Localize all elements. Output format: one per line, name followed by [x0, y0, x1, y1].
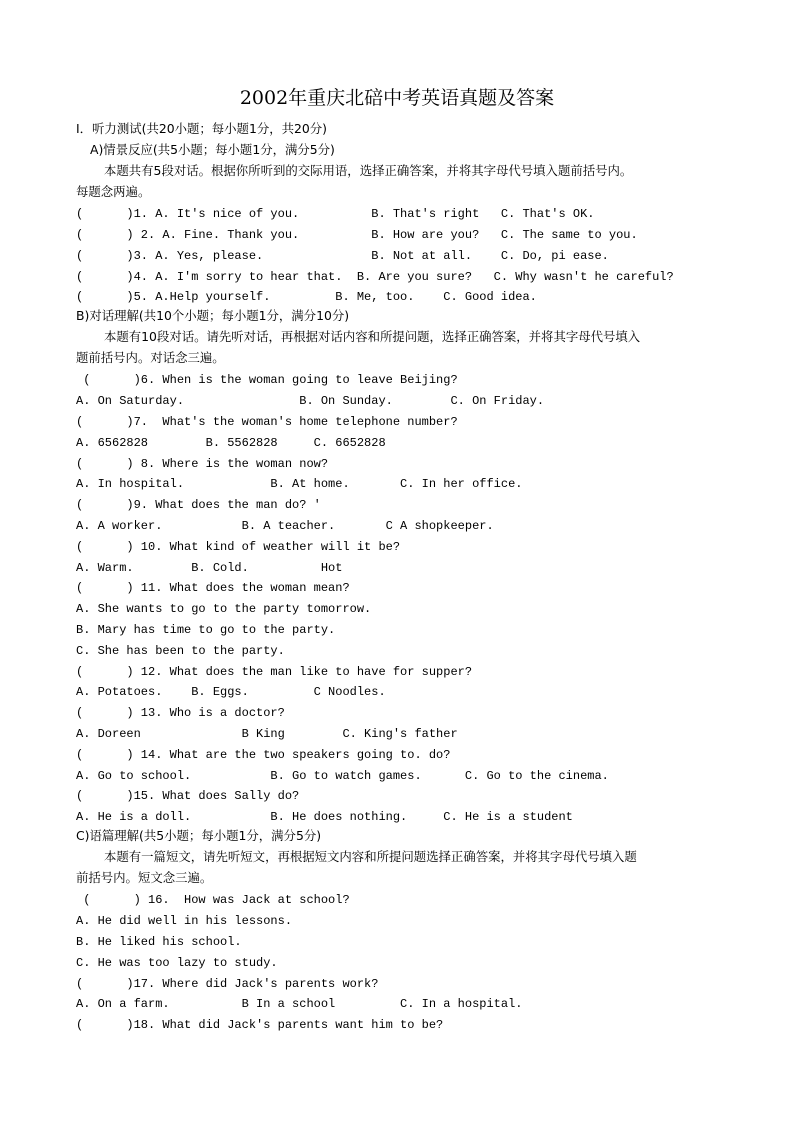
answer-option: B. He liked his school. — [76, 935, 242, 949]
instruction-text: 题前括号内。对话念三遍。 — [76, 350, 225, 365]
answer-options: A. Doreen B King C. King's father — [76, 727, 458, 741]
instruction-text: 本题共有5段对话。根据你所听到的交际用语，选择正确答案，并将其字母代号填入题前括号内。 — [104, 163, 633, 178]
section-heading: I．听力测试(共20小题；每小题1分，共20分) — [76, 121, 327, 136]
answer-options: A. On a farm. B In a school C. In a hospital. — [76, 997, 523, 1011]
answer-options: A. Go to school. B. Go to watch games. C. Go to the cinema. — [76, 769, 609, 783]
instruction-text: 前括号内。短文念三遍。 — [76, 870, 213, 885]
question-line: ( )5. A.Help yourself. B. Me, too. C. Good idea. — [76, 290, 537, 304]
question-line: ( ) 14. What are the two speakers going to. do? — [76, 748, 451, 762]
instruction-text: 本题有一篇短文，请先听短文，再根据短文内容和所提问题选择正确答案，并将其字母代号填入题 — [104, 849, 637, 864]
answer-options: A. Warm. B. Cold. Hot — [76, 561, 343, 575]
question-line: ( ) 10. What kind of weather will it be? — [76, 540, 401, 554]
answer-options: A. On Saturday. B. On Sunday. C. On Friday. — [76, 394, 545, 408]
question-line: ( ) 12. What does the man like to have for supper? — [76, 665, 473, 679]
question-line: ( )15. What does Sally do? — [76, 789, 300, 803]
subsection-heading: B)对话理解(共10个小题；每小题1分，满分10分) — [76, 308, 350, 323]
subsection-heading: C)语篇理解(共5小题；每小题1分，满分5分) — [76, 828, 322, 843]
question-line: ( ) 2. A. Fine. Thank you. B. How are you? C. The same to you. — [76, 228, 638, 242]
question-line: ( )4. A. I'm sorry to hear that. B. Are you sure? C. Why wasn't he careful? — [76, 270, 674, 284]
answer-option: C. He was too lazy to study. — [76, 956, 278, 970]
answer-options: A. 6562828 B. 5562828 C. 6652828 — [76, 436, 386, 450]
subsection-heading: A)情景反应(共5小题；每小题1分，满分5分) — [90, 142, 335, 157]
page-title: 2002年重庆北碚中考英语真题及答案 — [239, 87, 555, 109]
instruction-text: 本题有10段对话。请先听对话，再根据对话内容和所提问题，选择正确答案，并将其字母代号填入 — [104, 329, 641, 344]
question-line: ( )6. When is the woman going to leave Beijing? — [76, 373, 458, 387]
answer-options: A. Potatoes. B. Eggs. C Noodles. — [76, 685, 386, 699]
question-line: ( ) 16. How was Jack at school? — [76, 893, 350, 907]
answer-option: A. He did well in his lessons. — [76, 914, 293, 928]
question-line: ( )9. What does the man do? ' — [76, 498, 321, 512]
answer-options: A. He is a doll. B. He does nothing. C. He is a student — [76, 810, 573, 824]
question-line: ( ) 11. What does the woman mean? — [76, 581, 350, 595]
instruction-text: 每题念两遍。 — [76, 184, 151, 199]
question-line: ( )7. What's the woman's home telephone number? — [76, 415, 458, 429]
question-line: ( )17. Where did Jack's parents work? — [76, 977, 379, 991]
question-line: ( )3. A. Yes, please. B. Not at all. C. Do, pi ease. — [76, 249, 609, 263]
question-line: ( ) 13. Who is a doctor? — [76, 706, 285, 720]
answer-option: A. She wants to go to the party tomorrow. — [76, 602, 372, 616]
question-line: ( )1. A. It's nice of you. B. That's right C. That's OK. — [76, 207, 595, 221]
answer-options: A. A worker. B. A teacher. C A shopkeeper. — [76, 519, 494, 533]
answer-option: B. Mary has time to go to the party. — [76, 623, 336, 637]
question-line: ( ) 8. Where is the woman now? — [76, 457, 329, 471]
answer-option: C. She has been to the party. — [76, 644, 285, 658]
answer-options: A. In hospital. B. At home. C. In her office. — [76, 477, 523, 491]
question-line: ( )18. What did Jack's parents want him to be? — [76, 1018, 444, 1032]
